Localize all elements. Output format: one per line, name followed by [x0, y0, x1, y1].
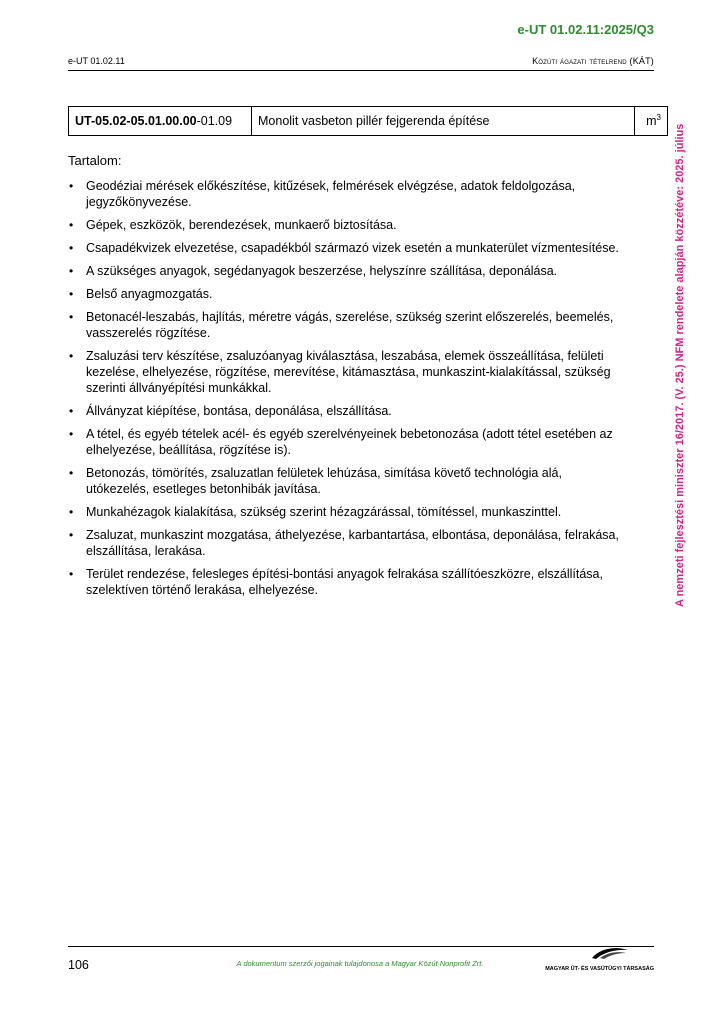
list-item-text: Betonozás, tömörítés, zsaluzatlan felületek lehúzása, simítása követő technológia alá, utókezelés, esetleges betonhibák javítása.: [86, 466, 562, 496]
header-left-label: e-UT 01.02.11: [68, 56, 125, 66]
list-item-text: Terület rendezése, felesleges építési-bontási anyagok felrakása szállítóeszközre, elszállítása, szelektíven történő lerakása, elhelyezése.: [86, 567, 603, 597]
list-item: [68, 178, 628, 210]
bullet-icon: •: [69, 528, 74, 542]
item-code-cell: [69, 107, 252, 136]
list-item-text: Gépek, eszközök, berendezések, munkaerő biztosítása.: [86, 218, 397, 232]
bullet-icon: •: [69, 264, 74, 278]
bullet-icon: •: [69, 179, 74, 193]
bullet-icon: •: [69, 404, 74, 418]
list-item: [68, 504, 628, 520]
list-item-text: Csapadékvizek elvezetése, csapadékból származó vizek esetén a munkaterület vízmentesítése.: [86, 241, 619, 255]
list-item: [68, 263, 628, 279]
content-title: Tartalom:: [68, 153, 122, 168]
item-row: [69, 107, 668, 136]
list-item-text: Belső anyagmozgatás.: [86, 287, 213, 301]
list-item-text: Állványzat kiépítése, bontása, deponálása, elszállítása.: [86, 404, 392, 418]
list-item: [68, 566, 628, 598]
copyright-notice: A dokumentum szerzői jogainak tulajdonosa a Magyar Közút Nonprofit Zrt.: [236, 959, 484, 968]
bullet-icon: •: [69, 310, 74, 324]
logo-swoosh-icon: [590, 946, 630, 960]
content-list: [68, 178, 628, 605]
item-unit-cell: [635, 107, 668, 136]
logo-text: MAGYAR ÚT- ÉS VASÚTÜGYI TÁRSASÁG: [545, 966, 654, 972]
list-item-text: Zsaluzat, munkaszint mozgatása, áthelyezése, karbantartása, elbontása, deponálása, felrakása, elszállítása, lerakása.: [86, 528, 619, 558]
item-code-suffix: -01.09: [196, 114, 233, 128]
bullet-icon: •: [69, 505, 74, 519]
list-item-text: A tétel, és egyéb tételek acél- és egyéb szerelvényeinek bebetonozása (adott tétel esetében az elhelyezése, beállítása, rögzítése is).: [86, 427, 613, 457]
bullet-icon: •: [69, 349, 74, 363]
list-item-text: Zsaluzási terv készítése, zsaluzóanyag kiválasztása, leszabása, elemek összeállítása, felületi kezelése, elhelyezése, rögzítése, merevítése, kitámasztása, munkaszint-kialakítással, szükség szerinti állványépítési munkákkal.: [86, 349, 611, 395]
list-item: [68, 309, 628, 341]
bullet-icon: •: [69, 567, 74, 581]
bullet-icon: •: [69, 241, 74, 255]
list-item: [68, 465, 628, 497]
item-code-main: UT-05.02-05.01.00.00: [75, 114, 197, 128]
list-item: [68, 217, 628, 233]
list-item: [68, 240, 628, 256]
page-number: 106: [68, 958, 89, 972]
list-item-text: A szükséges anyagok, segédanyagok beszerzése, helyszínre szállítása, deponálása.: [86, 264, 558, 278]
list-item-text: Munkahézagok kialakítása, szükség szerint hézagzárással, tömítéssel, munkaszinttel.: [86, 505, 562, 519]
list-item: [68, 348, 628, 396]
header-right-label: Közúti ágazati tételrend (KÁT): [532, 56, 654, 66]
item-unit-base: m: [646, 114, 657, 129]
list-item-text: Betonacél-leszabás, hajlítás, méretre vágás, szerelése, szükség szerint előszerelés, beemelés, vasszerelés rögzítése.: [86, 310, 614, 340]
bullet-icon: •: [69, 427, 74, 441]
document-code: e-UT 01.02.11:2025/Q3: [517, 22, 654, 37]
item-description: Monolit vasbeton pillér fejgerenda építése: [252, 107, 635, 136]
list-item: [68, 403, 628, 419]
list-item: [68, 426, 628, 458]
list-item: [68, 527, 628, 559]
organization-logo: [545, 946, 654, 972]
bullet-icon: •: [69, 287, 74, 301]
item-table: [68, 106, 668, 136]
header-divider: [68, 70, 654, 71]
item-unit-exponent: 3: [656, 113, 661, 123]
list-item: [68, 286, 628, 302]
side-publication-note: A nemzeti fejlesztési miniszter 16/2017. (V. 25.) NFM rendelete alapján közzétéve: 2025. július: [674, 123, 686, 607]
bullet-icon: •: [69, 466, 74, 480]
list-item-text: Geodéziai mérések előkészítése, kitűzések, felmérések elvégzése, adatok feldolgozása, jegyzőkönyvezése.: [86, 179, 576, 209]
bullet-icon: •: [69, 218, 74, 232]
